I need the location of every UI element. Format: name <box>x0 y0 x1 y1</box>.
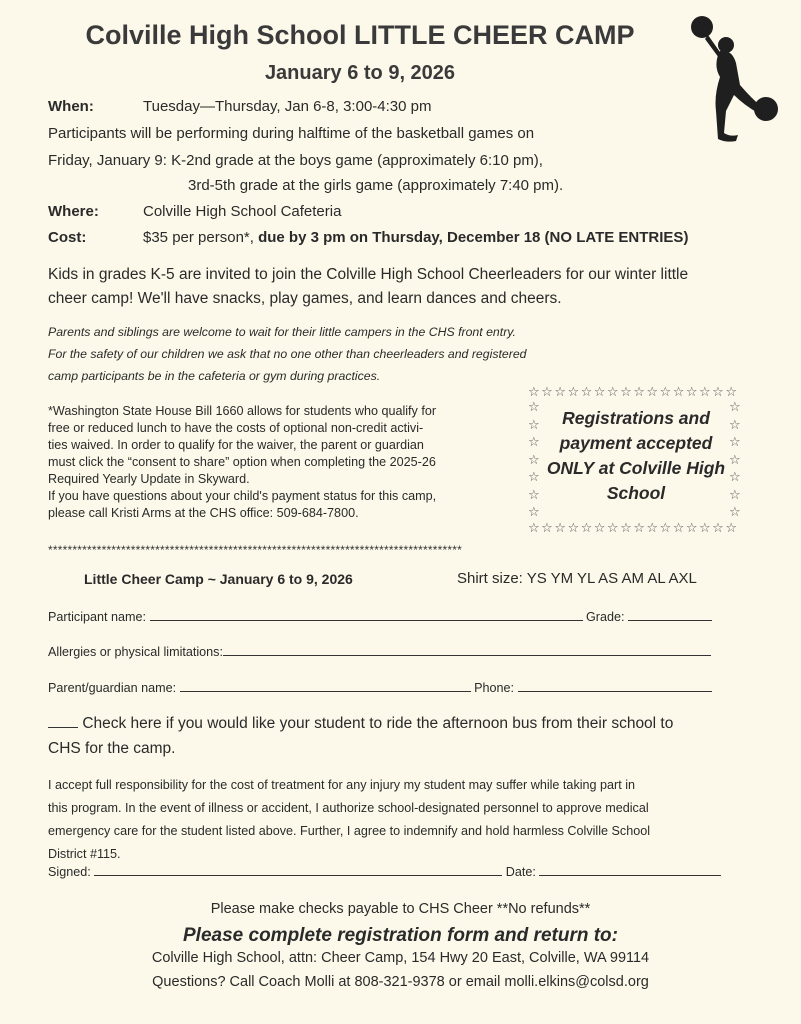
phone-field[interactable] <box>518 680 712 692</box>
perform-line-2: Friday, January 9: K-2nd grade at the boys game (approximately 6:10 pm), <box>48 152 543 169</box>
parent-row <box>48 680 712 695</box>
signature-field[interactable] <box>94 864 502 876</box>
waiver-line-2: this program. In the event of illness or accident, I authorize school-designated personnel to approve medical <box>48 801 649 815</box>
waiver-line-1: I accept full responsibility for the cost of treatment for any injury my student may suffer while taking part in <box>48 778 636 792</box>
intro-line-1: Kids in grades K-5 are invited to join the Colville High School Cheerleaders for our winter little <box>48 266 689 283</box>
bus-line-1 <box>48 713 673 733</box>
signature-row <box>48 864 721 879</box>
return-address: Colville High School, attn: Cheer Camp, 154 Hwy 20 East, Colville, WA 99114 <box>151 950 650 966</box>
allergies-field[interactable] <box>223 644 711 656</box>
questions-contact: Questions? Call Coach Molli at 808-321-9378 or email molli.elkins@colsd.org <box>152 974 649 990</box>
footnote-line-7: please call Kristi Arms at the CHS office: 509-684-7800. <box>48 506 359 520</box>
grade-field[interactable] <box>628 609 712 621</box>
when-label: When: <box>48 98 94 115</box>
star-border-bottom: ☆☆☆☆☆☆☆☆☆☆☆☆☆☆☆☆ <box>528 520 739 535</box>
notice-line-2: For the safety of our children we ask that no one other than cheerleaders and registered <box>48 347 527 361</box>
star-border-right: ☆ ☆ ☆ ☆ ☆ ☆ ☆ <box>729 399 741 519</box>
bus-line-2: CHS for the camp. <box>48 740 176 757</box>
perform-line-1: Participants will be performing during halftime of the basketball games on <box>48 125 535 142</box>
signed-label: Signed: <box>48 865 91 879</box>
allergies-row <box>48 644 711 659</box>
form-heading: Little Cheer Camp ~ January 6 to 9, 2026 <box>84 571 353 587</box>
perform-line-3: 3rd-5th grade at the girls game (approximately 7:40 pm). <box>188 177 564 194</box>
parent-label: Parent/guardian name: <box>48 681 177 695</box>
date-field[interactable] <box>539 864 721 876</box>
footnote-line-2: free or reduced lunch to have the costs of optional non-credit activi- <box>48 421 424 435</box>
cost-amount: $35 per person*, <box>143 229 259 246</box>
parent-name-field[interactable] <box>180 680 471 692</box>
star-border-top: ☆☆☆☆☆☆☆☆☆☆☆☆☆☆☆☆ <box>528 384 739 399</box>
where-value: Colville High School Cafeteria <box>143 203 342 220</box>
notice-line-3: camp participants be in the cafeteria or gym during practices. <box>48 369 381 383</box>
cost-label: Cost: <box>48 229 87 246</box>
cut-divider: ************************************************************************************* <box>48 543 462 557</box>
participant-row <box>48 609 712 624</box>
footnote-line-3: ties waived. In order to qualify for the waiver, the parent or guardian <box>48 438 424 452</box>
star-border-left: ☆ ☆ ☆ ☆ ☆ ☆ ☆ <box>528 399 540 519</box>
footnote-line-1: *Washington State House Bill 1660 allows for students who qualify for <box>48 404 437 418</box>
date-label: Date: <box>505 865 536 879</box>
notice-line-1: Parents and siblings are welcome to wait for their little campers in the CHS front entry. <box>48 325 516 339</box>
participant-name-field[interactable] <box>150 609 583 621</box>
waiver-text <box>48 774 650 866</box>
page-title: Colville High School LITTLE CHEER CAMP <box>85 20 635 50</box>
intro-line-2: cheer camp! We'll have snacks, play games, and learn dances and cheers. <box>48 290 562 307</box>
registration-callout-box <box>528 384 743 534</box>
allergies-label: Allergies or physical limitations: <box>48 645 223 659</box>
return-heading: Please complete registration form and return to: <box>183 925 618 946</box>
waiver-line-3: emergency care for the student listed above. Further, I agree to indemnify and hold harmless Colville School <box>48 824 651 838</box>
bus-checkbox[interactable] <box>48 713 78 728</box>
shirt-size-options[interactable]: Shirt size: YS YM YL AS AM AL AXL <box>457 570 697 587</box>
cost-due-date: due by 3 pm on Thursday, December 18 (NO LATE ENTRIES) <box>258 229 689 246</box>
event-dates: January 6 to 9, 2026 <box>264 62 456 84</box>
footnote-line-6: If you have questions about your child's payment status for this camp, <box>48 489 437 503</box>
grade-label: Grade: <box>586 610 625 624</box>
phone-label: Phone: <box>474 681 515 695</box>
bus-text: Check here if you would like your student to ride the afternoon bus from their school to <box>82 715 674 732</box>
participant-label: Participant name: <box>48 610 147 624</box>
checks-note: Please make checks payable to CHS Cheer **No refunds** <box>210 901 591 917</box>
where-label: Where: <box>48 203 99 220</box>
footnote <box>48 403 436 522</box>
callout-text: Registrations and payment accepted ONLY at Colville High School <box>546 408 726 503</box>
waiver-line-4: District #115. <box>48 847 121 861</box>
when-value: Tuesday—Thursday, Jan 6-8, 3:00-4:30 pm <box>143 98 432 115</box>
footnote-line-4: must click the “consent to share” option when completing the 2025-26 <box>48 455 436 469</box>
cost-value <box>143 229 688 246</box>
footnote-line-5: Required Yearly Update in Skyward. <box>48 472 250 486</box>
